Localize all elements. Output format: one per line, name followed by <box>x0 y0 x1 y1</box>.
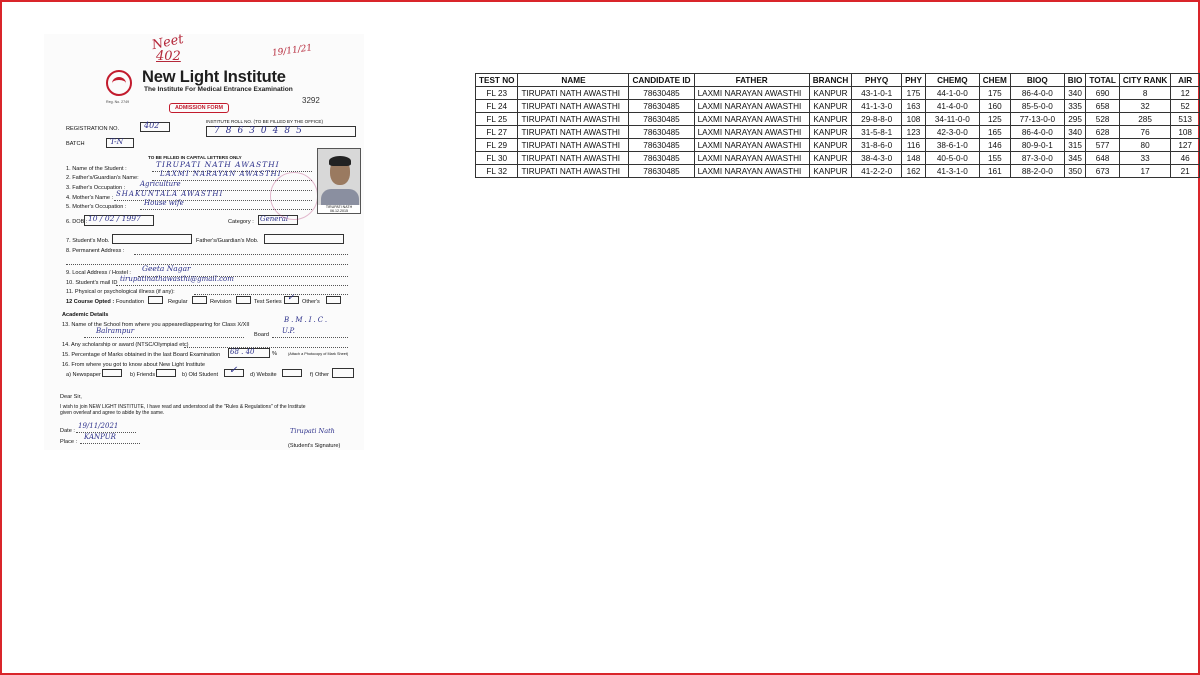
cell-father: LAXMI NARAYAN AWASTHI <box>694 152 809 165</box>
cell-phy: 162 <box>902 165 926 178</box>
roll-label: INSTITUTE ROLL NO. (TO BE FILLED BY THE OFFICE) <box>206 119 323 124</box>
cell-test-no: FL 29 <box>476 139 518 152</box>
cell-chemq: 34-11-0-0 <box>925 113 979 126</box>
cell-total: 648 <box>1086 152 1120 165</box>
source-checkbox-friends[interactable] <box>156 369 176 377</box>
place-label: Place : <box>60 439 78 445</box>
course-option-test-series: Test Series <box>254 299 282 305</box>
table-row <box>476 87 1200 100</box>
place-value: KANPUR <box>84 433 116 441</box>
cell-bio: 340 <box>1064 126 1086 139</box>
source-checkbox-newspaper[interactable] <box>102 369 122 377</box>
table-row <box>476 139 1200 152</box>
annotation-top: Neet <box>150 31 186 54</box>
board-label: Board <box>254 332 269 338</box>
cell-branch: KANPUR <box>809 113 851 126</box>
place-rule <box>80 443 140 444</box>
field-label-father: 2. Father's/Guardian's Name: <box>66 175 139 181</box>
cell-phyq: 29-8-8-0 <box>852 113 902 126</box>
cell-name: TIRUPATI NATH AWASTHI <box>518 165 629 178</box>
father-mob-box <box>264 234 344 244</box>
header-air: AIR <box>1171 74 1200 87</box>
cell-candidate-id: 78630485 <box>629 139 694 152</box>
course-option-regular: Regular <box>168 299 188 305</box>
cell-chemq: 38-6-1-0 <box>925 139 979 152</box>
cell-branch: KANPUR <box>809 87 851 100</box>
header-phy: PHY <box>902 74 926 87</box>
institute-name: New Light Institute <box>142 68 286 86</box>
category-label: Category : <box>228 219 254 225</box>
cell-name: TIRUPATI NATH AWASTHI <box>518 100 629 113</box>
school-rule <box>84 337 244 338</box>
board-value: U.P. <box>282 327 295 335</box>
cell-name: TIRUPATI NATH AWASTHI <box>518 139 629 152</box>
mob-box <box>112 234 192 244</box>
table-row <box>476 126 1200 139</box>
photo-caption <box>318 205 360 213</box>
cell-chem: 155 <box>979 152 1010 165</box>
cell-branch: KANPUR <box>809 139 851 152</box>
cell-air: 46 <box>1171 152 1200 165</box>
dob-value: 10 / 02 / 1997 <box>88 214 141 223</box>
course-checkbox-others[interactable] <box>326 296 341 304</box>
cell-candidate-id: 78630485 <box>629 126 694 139</box>
cell-city-rank: 8 <box>1119 87 1170 100</box>
cell-name: TIRUPATI NATH AWASTHI <box>518 113 629 126</box>
illness-label: 11. Physical or psychological illness (if any): <box>66 289 175 295</box>
photo-hair <box>329 156 351 166</box>
student-photo <box>317 148 361 214</box>
student-signature: Tirupati Nath <box>290 427 335 435</box>
signature-label: (Student's Signature) <box>288 443 341 449</box>
institute-reg-no: Reg. No. 2749 <box>106 100 130 104</box>
cell-bioq: 85-5-0-0 <box>1010 100 1064 113</box>
source-option-old-student: b) Old Student <box>182 372 219 378</box>
source-check-mark-icon: ✓ <box>229 365 238 376</box>
cell-air: 12 <box>1171 87 1200 100</box>
cell-father: LAXMI NARAYAN AWASTHI <box>694 139 809 152</box>
cell-test-no: FL 30 <box>476 152 518 165</box>
cell-chemq: 44-1-0-0 <box>925 87 979 100</box>
local-label: 9. Local Address / Hostel : <box>66 270 131 276</box>
mail-rule <box>116 285 348 286</box>
cell-bioq: 87-3-0-0 <box>1010 152 1064 165</box>
cell-bioq: 86-4-0-0 <box>1010 126 1064 139</box>
category-value: General <box>260 215 289 223</box>
cell-name: TIRUPATI NATH AWASTHI <box>518 87 629 100</box>
header-father: FATHER <box>694 74 809 87</box>
photo-caption-name: TIRUPATI NATH <box>325 204 353 209</box>
permanent-rule-2 <box>66 264 348 265</box>
header-chemq: CHEMQ <box>925 74 979 87</box>
school-place: Balrampur <box>96 327 135 335</box>
cell-total: 658 <box>1086 100 1120 113</box>
source-option-other: f) Other <box>310 372 329 378</box>
cell-air: 127 <box>1171 139 1200 152</box>
cell-bio: 295 <box>1064 113 1086 126</box>
source-option-website: d) Website <box>250 372 277 378</box>
field-label-name: 1. Name of the Student : <box>66 166 127 172</box>
field-value-mother: SHAKUNTALA AWASTHI <box>116 190 224 198</box>
cell-name: TIRUPATI NATH AWASTHI <box>518 152 629 165</box>
dob-label: 6. DOB : <box>66 219 88 225</box>
source-option-friends: b) Friends <box>130 372 156 378</box>
cell-total: 577 <box>1086 139 1120 152</box>
capital-note: TO BE FILLED IN CAPITAL LETTERS ONLY <box>148 155 242 160</box>
cell-bioq: 88-2-0-0 <box>1010 165 1064 178</box>
cell-branch: KANPUR <box>809 126 851 139</box>
cell-name: TIRUPATI NATH AWASTHI <box>518 126 629 139</box>
header-test-no: TEST NO <box>476 74 518 87</box>
photo-caption-date: 06.12.2015 <box>330 208 348 213</box>
cell-bioq: 80-9-0-1 <box>1010 139 1064 152</box>
cell-chem: 161 <box>979 165 1010 178</box>
institute-subtitle: The Institute For Medical Entrance Examination <box>144 86 293 93</box>
cell-chem: 175 <box>979 87 1010 100</box>
cell-phy: 123 <box>902 126 926 139</box>
roll-value: 78630485 <box>214 126 308 136</box>
source-checkbox-website[interactable] <box>282 369 302 377</box>
school-value: B.M.I.C. <box>284 316 330 324</box>
cell-test-no: FL 27 <box>476 126 518 139</box>
cell-test-no: FL 25 <box>476 113 518 126</box>
cell-chem: 165 <box>979 126 1010 139</box>
local-value: Geeta Nagar <box>142 264 191 273</box>
field-value-name: TIRUPATI NATH AWASTHI <box>156 160 280 169</box>
cell-branch: KANPUR <box>809 100 851 113</box>
cell-phy: 148 <box>902 152 926 165</box>
cell-bioq: 77-13-0-0 <box>1010 113 1064 126</box>
cell-total: 628 <box>1086 126 1120 139</box>
father-mob-label: Father's/Guardian's Mob. <box>196 238 259 244</box>
header-total: TOTAL <box>1086 74 1120 87</box>
header-branch: BRANCH <box>809 74 851 87</box>
header-phyq: PHYQ <box>852 74 902 87</box>
course-check-mark-icon: ✓ <box>287 293 295 303</box>
table-body <box>476 87 1200 178</box>
marksheet-note: (Attach a Photocopy of Mark Sheet) <box>288 352 349 356</box>
date-label: Date : <box>60 428 75 434</box>
cell-phyq: 41-1-3-0 <box>852 100 902 113</box>
field-value-father: LAXMI NARAYAN AWASTHI <box>160 170 282 178</box>
header-bioq: BIOQ <box>1010 74 1064 87</box>
source-checkbox-other[interactable] <box>332 368 354 378</box>
scholarship-label: 14. Any scholarship or award (NTSC/Olympiad etc) <box>62 342 189 348</box>
cell-father: LAXMI NARAYAN AWASTHI <box>694 87 809 100</box>
field-label-mother-occupation: 5. Mother's Occupation : <box>66 204 127 210</box>
salutation: Dear Sir, <box>60 394 82 400</box>
cell-city-rank: 17 <box>1119 165 1170 178</box>
cell-candidate-id: 78630485 <box>629 100 694 113</box>
cell-father: LAXMI NARAYAN AWASTHI <box>694 113 809 126</box>
field-label-mother: 4. Mother's Name : <box>66 195 114 201</box>
cell-father: LAXMI NARAYAN AWASTHI <box>694 126 809 139</box>
cell-phy: 116 <box>902 139 926 152</box>
cell-branch: KANPUR <box>809 152 851 165</box>
course-option-foundation: Foundation <box>116 299 144 305</box>
course-label: 12 Course Opted : <box>66 299 115 305</box>
cell-air: 52 <box>1171 100 1200 113</box>
cell-branch: KANPUR <box>809 165 851 178</box>
cell-candidate-id: 78630485 <box>629 165 694 178</box>
cell-phyq: 31-8-6-0 <box>852 139 902 152</box>
cell-test-no: FL 32 <box>476 165 518 178</box>
cell-phyq: 38-4-3-0 <box>852 152 902 165</box>
admission-form <box>44 31 364 450</box>
table-header-row <box>476 74 1200 87</box>
annotation-number: 402 <box>156 49 181 64</box>
cell-candidate-id: 78630485 <box>629 152 694 165</box>
percentage-value: 68 . 40 <box>230 348 255 356</box>
course-option-revision: Revision <box>210 299 232 305</box>
cell-air: 21 <box>1171 165 1200 178</box>
date-value: 19/11/2021 <box>78 422 119 430</box>
cell-candidate-id: 78630485 <box>629 87 694 100</box>
declaration: I wish to join NEW LIGHT INSTITUTE, I have read and understood all the "Rules & Regulations" of the Institute given overleaf and agree to abide by the same. <box>60 404 306 416</box>
batch-label: BATCH <box>66 141 85 147</box>
registration-label: REGISTRATION NO. <box>66 126 120 132</box>
cell-bioq: 86-4-0-0 <box>1010 87 1064 100</box>
cell-phyq: 31-5-8-1 <box>852 126 902 139</box>
header-name: NAME <box>518 74 629 87</box>
field-value-occupation: Agriculture <box>140 180 181 188</box>
percentage-label: 15. Percentage of Marks obtained in the last Board Examination <box>62 352 221 358</box>
cell-test-no: FL 24 <box>476 100 518 113</box>
cell-total: 690 <box>1086 87 1120 100</box>
cell-chemq: 40-5-0-0 <box>925 152 979 165</box>
cell-phy: 108 <box>902 113 926 126</box>
illness-rule <box>194 294 348 295</box>
cell-chem: 125 <box>979 113 1010 126</box>
mail-label: 10. Student's mail ID <box>66 280 118 286</box>
course-checkbox-regular[interactable] <box>192 296 207 304</box>
header-city-rank: CITY RANK <box>1119 74 1170 87</box>
table-row <box>476 165 1200 178</box>
cell-phyq: 43-1-0-1 <box>852 87 902 100</box>
table-row <box>476 113 1200 126</box>
cell-city-rank: 76 <box>1119 126 1170 139</box>
cell-city-rank: 33 <box>1119 152 1170 165</box>
table-row <box>476 100 1200 113</box>
source-label: 16. From where you got to know about New Light Institute <box>62 362 206 368</box>
mail-value: tirupatinathawasthi@gmail.com <box>120 275 234 283</box>
cell-city-rank: 285 <box>1119 113 1170 126</box>
cell-bio: 350 <box>1064 165 1086 178</box>
mob-label: 7. Student's Mob. <box>66 238 110 244</box>
cell-city-rank: 32 <box>1119 100 1170 113</box>
office-stamp <box>270 172 318 220</box>
test-score-table <box>475 73 1200 178</box>
header-bio: BIO <box>1064 74 1086 87</box>
cell-candidate-id: 78630485 <box>629 113 694 126</box>
board-rule <box>272 337 348 338</box>
cell-phy: 175 <box>902 87 926 100</box>
course-checkbox-revision[interactable] <box>236 296 251 304</box>
cell-total: 528 <box>1086 113 1120 126</box>
source-option-newspaper: a) Newspaper <box>66 372 101 378</box>
cell-bio: 335 <box>1064 100 1086 113</box>
header-candidate-id: CANDIDATE ID <box>629 74 694 87</box>
cell-chem: 160 <box>979 100 1010 113</box>
cell-test-no: FL 23 <box>476 87 518 100</box>
cell-city-rank: 80 <box>1119 139 1170 152</box>
batch-value: T-N <box>110 137 124 146</box>
cell-air: 108 <box>1171 126 1200 139</box>
permanent-label: 8. Permanent Address : <box>66 248 125 254</box>
form-serial-no: 3292 <box>302 96 320 105</box>
initials-date: 19/11/21 <box>271 43 313 59</box>
table-row <box>476 152 1200 165</box>
cell-phyq: 41-2-2-0 <box>852 165 902 178</box>
cell-chemq: 41-3-1-0 <box>925 165 979 178</box>
cell-air: 513 <box>1171 113 1200 126</box>
cell-phy: 163 <box>902 100 926 113</box>
cell-chemq: 42-3-0-0 <box>925 126 979 139</box>
course-checkbox-foundation[interactable] <box>148 296 163 304</box>
institute-logo <box>106 70 132 96</box>
permanent-rule-1 <box>134 254 348 255</box>
field-label-occupation: 3. Father's Occupation : <box>66 185 126 191</box>
field-value-mother-occupation: House wife <box>144 199 184 207</box>
cell-bio: 345 <box>1064 152 1086 165</box>
cell-father: LAXMI NARAYAN AWASTHI <box>694 165 809 178</box>
percent-sign: % <box>272 351 277 357</box>
academic-heading: Academic Details <box>62 312 109 318</box>
cell-bio: 315 <box>1064 139 1086 152</box>
course-option-others: Other's <box>302 299 320 305</box>
cell-chem: 146 <box>979 139 1010 152</box>
cell-chemq: 41-4-0-0 <box>925 100 979 113</box>
cell-father: LAXMI NARAYAN AWASTHI <box>694 100 809 113</box>
registration-value: 402 <box>144 121 160 130</box>
form-title: ADMISSION FORM <box>169 103 229 113</box>
school-label: 13. Name of the School from where you appeared/appearing for Class X/XII <box>62 322 250 328</box>
cell-total: 673 <box>1086 165 1120 178</box>
header-chem: CHEM <box>979 74 1010 87</box>
cell-bio: 340 <box>1064 87 1086 100</box>
